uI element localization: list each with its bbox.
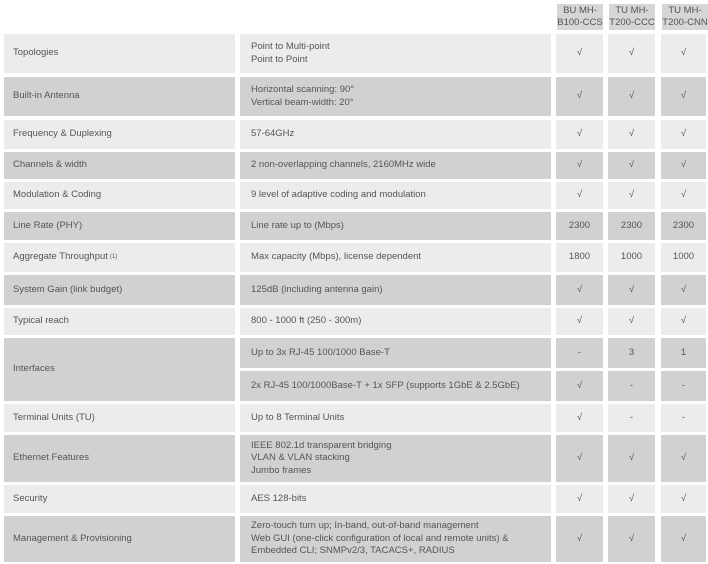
value-cell: √ — [556, 371, 603, 401]
row-description: Up to 8 Terminal Units — [240, 404, 551, 432]
row-label: Typical reach — [4, 308, 235, 335]
table-row — [4, 275, 706, 305]
row-label: Ethernet Features — [4, 435, 235, 482]
value-cell: - — [608, 371, 655, 401]
sub-row — [240, 338, 706, 368]
row-description: AES 128-bits — [240, 485, 551, 513]
value-cell: √ — [608, 77, 655, 116]
value-cell: √ — [661, 77, 706, 116]
row-description: 9 level of adaptive coding and modulation — [240, 182, 551, 209]
value-cell: √ — [661, 485, 706, 513]
row-description: 57-64GHz — [240, 120, 551, 149]
value-cell: √ — [608, 120, 655, 149]
value-cell: √ — [608, 308, 655, 335]
row-description: Point to Multi-point Point to Point — [240, 34, 551, 73]
row-description: 2 non-overlapping channels, 2160MHz wide — [240, 152, 551, 179]
value-cell: 2300 — [556, 212, 603, 240]
value-cell: √ — [608, 275, 655, 305]
value-cell: √ — [661, 275, 706, 305]
value-cell: √ — [608, 435, 655, 482]
value-cell: 3 — [608, 338, 655, 368]
row-description: Zero-touch turn up; In-band, out-of-band management Web GUI (one-click configuration of local and remote units) & Embedded CLI; SNMPv2/3, TACACS+, RADIUS — [240, 516, 551, 562]
value-cell: √ — [556, 435, 603, 482]
footnote-marker: (1) — [109, 254, 118, 261]
value-cell: √ — [556, 516, 603, 562]
column-header-1: BU MH- B100-CCS — [557, 5, 603, 28]
row-label: System Gain (link budget) — [4, 275, 235, 305]
value-cell: √ — [556, 77, 603, 116]
row-label: Aggregate Throughput (1) — [4, 243, 235, 272]
sub-row — [240, 371, 706, 401]
row-label: Management & Provisioning — [4, 516, 235, 562]
table-row — [4, 516, 706, 562]
value-cell: 1000 — [608, 243, 655, 272]
row-description: 2x RJ-45 100/1000Base-T + 1x SFP (supports 1GbE & 2.5GbE) — [240, 371, 551, 401]
value-cell: √ — [608, 152, 655, 179]
value-cell: √ — [661, 435, 706, 482]
column-header-2: TU MH- T200-CCC — [609, 5, 655, 28]
value-cell: √ — [661, 182, 706, 209]
table-row — [4, 243, 706, 272]
table-row — [4, 485, 706, 513]
value-cell: 1800 — [556, 243, 603, 272]
value-cell: - — [661, 371, 706, 401]
row-label: Built-in Antenna — [4, 77, 235, 116]
value-cell: √ — [556, 308, 603, 335]
row-label: Modulation & Coding — [4, 182, 235, 209]
row-label: Interfaces — [4, 338, 235, 401]
table-row — [4, 308, 706, 335]
value-cell: √ — [556, 275, 603, 305]
value-cell: 2300 — [661, 212, 706, 240]
table-row — [4, 77, 706, 116]
row-description: 800 - 1000 ft (250 - 300m) — [240, 308, 551, 335]
row-description: IEEE 802.1d transparent bridging VLAN & VLAN stacking Jumbo frames — [240, 435, 551, 482]
value-cell: 1000 — [661, 243, 706, 272]
row-label: Channels & width — [4, 152, 235, 179]
table-row — [4, 120, 706, 149]
table-row — [4, 182, 706, 209]
table-row — [4, 338, 706, 401]
value-cell: √ — [556, 404, 603, 432]
row-description: Line rate up to (Mbps) — [240, 212, 551, 240]
row-description: Horizontal scanning: 90° Vertical beam-width: 20° — [240, 77, 551, 116]
row-label: Terminal Units (TU) — [4, 404, 235, 432]
value-cell: √ — [661, 34, 706, 73]
table-row — [4, 435, 706, 482]
column-header-3: TU MH- T200-CNN — [662, 5, 708, 28]
value-cell: √ — [556, 34, 603, 73]
value-cell: √ — [661, 120, 706, 149]
row-label: Line Rate (PHY) — [4, 212, 235, 240]
value-cell: √ — [556, 182, 603, 209]
value-cell: √ — [661, 152, 706, 179]
value-cell: √ — [661, 516, 706, 562]
value-cell: √ — [608, 516, 655, 562]
value-cell: √ — [556, 485, 603, 513]
value-cell: √ — [661, 308, 706, 335]
value-cell: - — [661, 404, 706, 432]
row-label: Security — [4, 485, 235, 513]
value-cell: √ — [556, 120, 603, 149]
row-label: Topologies — [4, 34, 235, 73]
value-cell: √ — [608, 34, 655, 73]
row-description: Up to 3x RJ-45 100/1000 Base-T — [240, 338, 551, 368]
value-cell: 1 — [661, 338, 706, 368]
table-row — [4, 212, 706, 240]
table-row — [4, 34, 706, 73]
row-label: Frequency & Duplexing — [4, 120, 235, 149]
value-cell: - — [608, 404, 655, 432]
value-cell: √ — [608, 182, 655, 209]
value-cell: - — [556, 338, 603, 368]
value-cell: √ — [608, 485, 655, 513]
value-cell: 2300 — [608, 212, 655, 240]
row-description: 125dB (including antenna gain) — [240, 275, 551, 305]
table-row — [4, 152, 706, 179]
table-row — [4, 404, 706, 432]
row-description: Max capacity (Mbps), license dependent — [240, 243, 551, 272]
value-cell: √ — [556, 152, 603, 179]
